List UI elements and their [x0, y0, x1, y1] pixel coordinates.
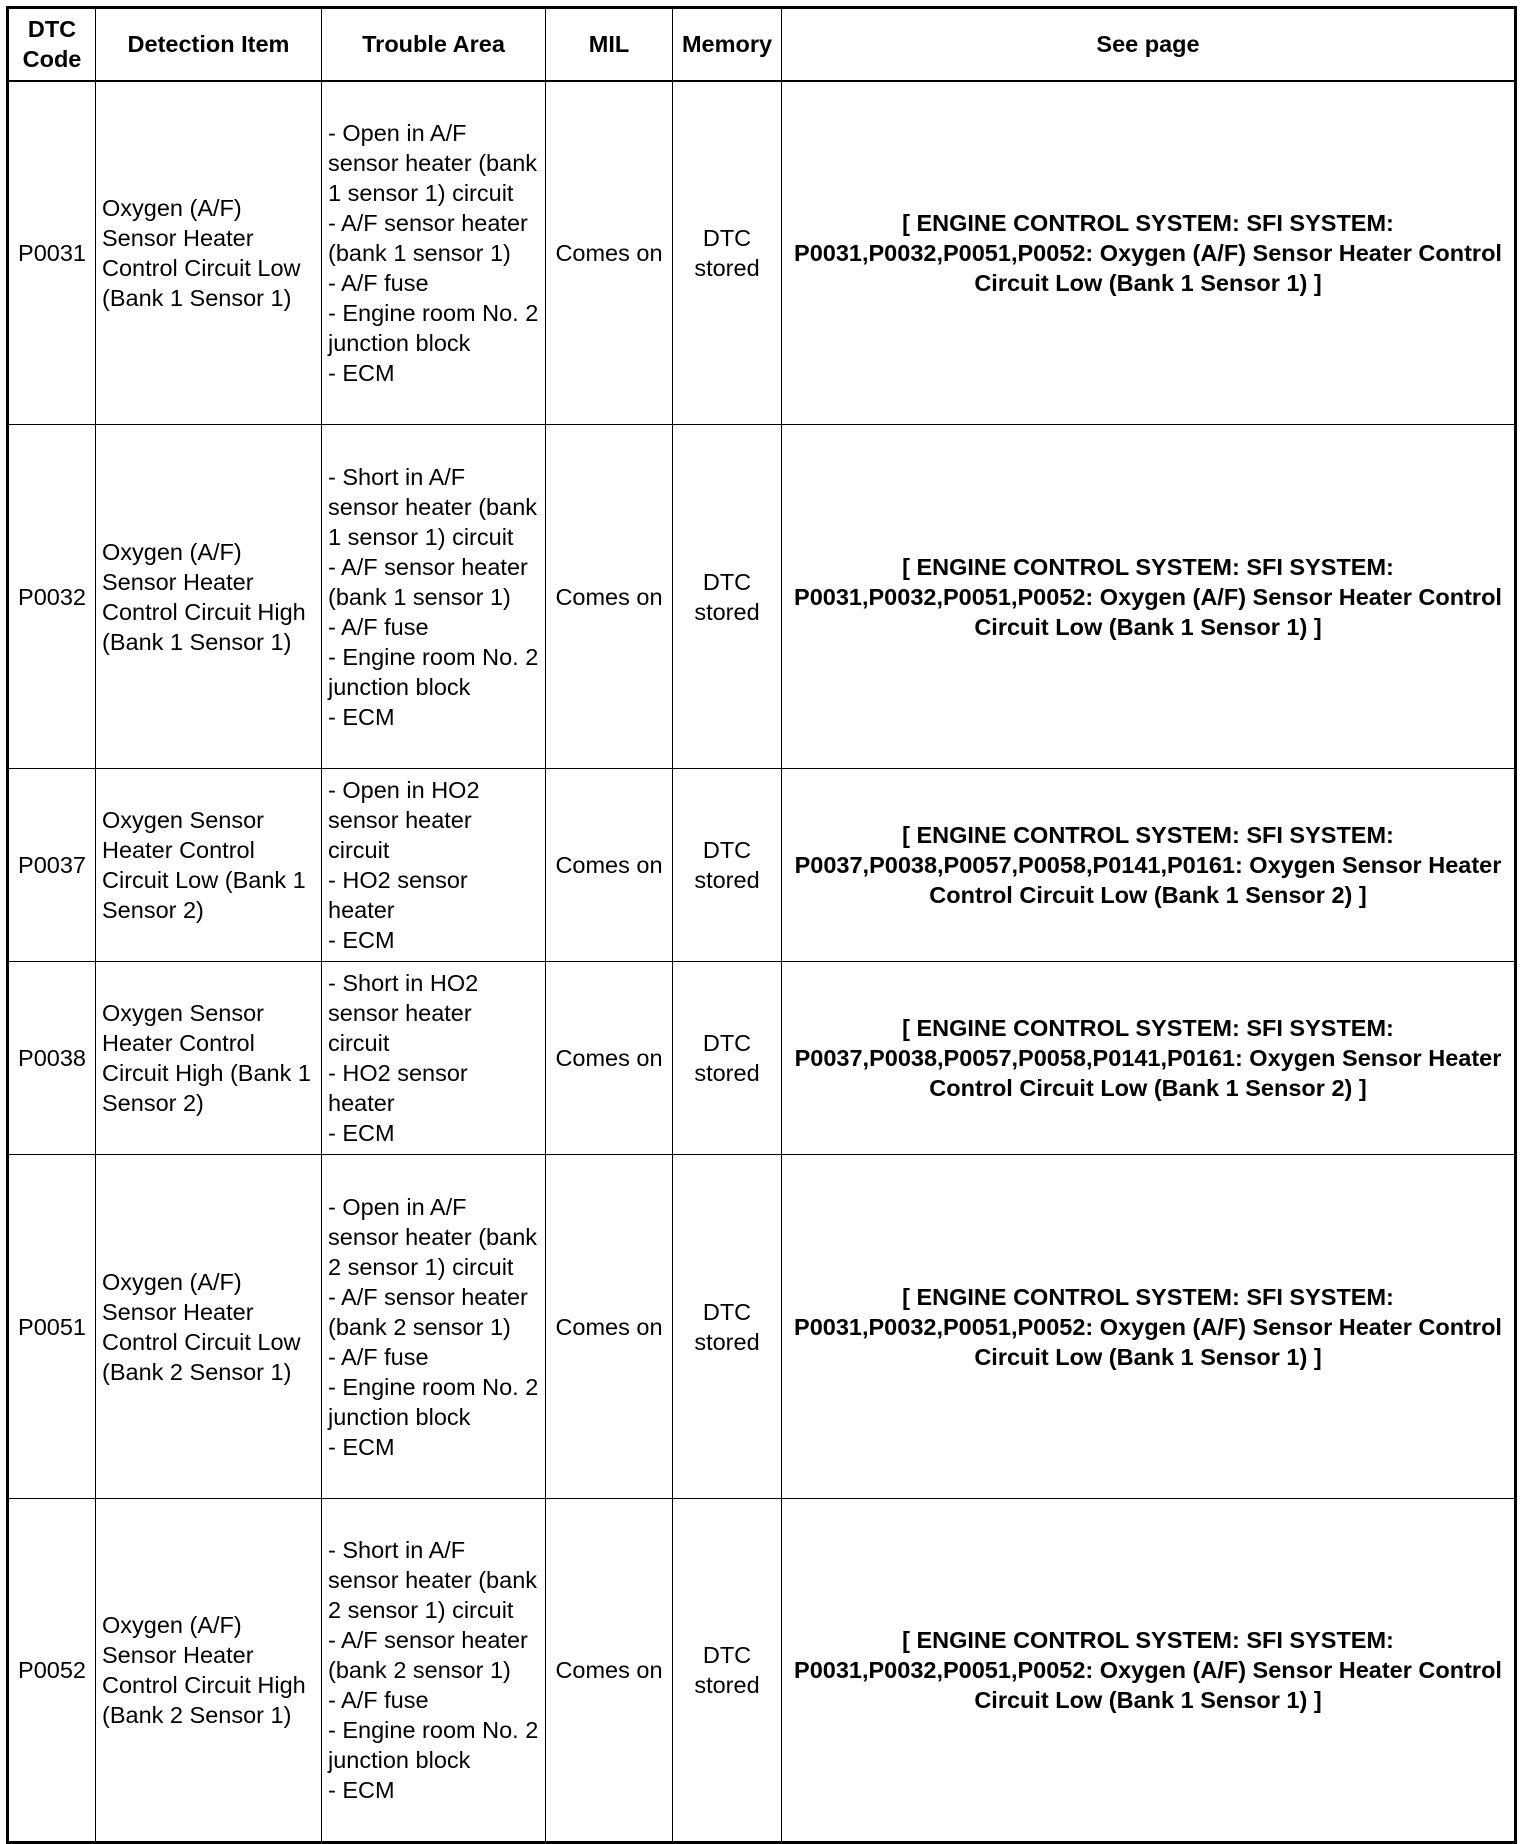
trouble-area-cell: [322, 425, 546, 769]
table-row: [8, 1155, 1516, 1499]
memory-cell: DTC stored: [673, 81, 782, 425]
trouble-area-line: - Open in A/F sensor heater (bank 2 sensor 1) circuit: [328, 1193, 538, 1280]
dtc-code-cell: P0038: [8, 962, 96, 1155]
dtc-code-cell: P0032: [8, 425, 96, 769]
detection-item-cell: Oxygen (A/F) Sensor Heater Control Circuit High (Bank 1 Sensor 1): [96, 425, 322, 769]
dtc-table: [6, 6, 1517, 1844]
trouble-area-cell: [322, 1499, 546, 1843]
trouble-area-cell: [322, 769, 546, 962]
see-page-cell: [ ENGINE CONTROL SYSTEM: SFI SYSTEM: P0031,P0032,P0051,P0052: Oxygen (A/F) Sensor Heater Control Circuit Low (Bank 1 Sensor 1) ]: [782, 1499, 1516, 1843]
trouble-area-line: - ECM: [328, 1120, 395, 1146]
mil-cell: Comes on: [546, 1499, 673, 1843]
trouble-area-cell: [322, 1155, 546, 1499]
trouble-area-line: - ECM: [328, 1777, 395, 1803]
trouble-area-line: - A/F fuse: [328, 1343, 429, 1370]
trouble-area-line: - ECM: [328, 703, 395, 730]
trouble-area-line: - Engine room No. 2 junction block: [328, 299, 539, 356]
mil-cell: Comes on: [546, 425, 673, 769]
trouble-area-line: - Short in HO2 sensor heater circuit: [328, 970, 479, 1056]
trouble-area-line: - A/F fuse: [328, 269, 429, 296]
memory-cell: DTC stored: [673, 769, 782, 962]
memory-cell: DTC stored: [673, 962, 782, 1155]
detection-item-cell: Oxygen (A/F) Sensor Heater Control Circuit High (Bank 2 Sensor 1): [96, 1499, 322, 1843]
trouble-area-line: - Engine room No. 2 junction block: [328, 643, 539, 700]
header-dtc-code: DTC Code: [8, 8, 96, 81]
table-header: [8, 8, 1516, 81]
trouble-area-line: - HO2 sensor heater: [328, 1060, 468, 1116]
dtc-code-cell: P0031: [8, 81, 96, 425]
trouble-area-line: - A/F sensor heater (bank 1 sensor 1): [328, 209, 528, 266]
detection-item-cell: Oxygen Sensor Heater Control Circuit Low (Bank 1 Sensor 2): [96, 769, 322, 962]
trouble-area-line: - Open in HO2 sensor heater circuit: [328, 777, 480, 863]
table-row: [8, 769, 1516, 962]
trouble-area-cell: [322, 81, 546, 425]
trouble-area-cell: [322, 962, 546, 1155]
header-detection-item: Detection Item: [96, 8, 322, 81]
dtc-code-cell: P0037: [8, 769, 96, 962]
trouble-area-line: - ECM: [328, 359, 395, 386]
memory-cell: DTC stored: [673, 425, 782, 769]
table-row: [8, 1499, 1516, 1843]
trouble-area-line: - A/F sensor heater (bank 2 sensor 1): [328, 1283, 528, 1340]
trouble-area-line: - Short in A/F sensor heater (bank 2 sensor 1) circuit: [328, 1537, 538, 1623]
header-memory: Memory: [673, 8, 782, 81]
memory-cell: DTC stored: [673, 1499, 782, 1843]
trouble-area-line: - Short in A/F sensor heater (bank 1 sensor 1) circuit: [328, 463, 538, 550]
trouble-area-line: - ECM: [328, 1433, 395, 1460]
table-row: [8, 425, 1516, 769]
header-see-page: See page: [782, 8, 1516, 81]
table-row: [8, 81, 1516, 425]
trouble-area-line: - A/F sensor heater (bank 2 sensor 1): [328, 1627, 528, 1683]
see-page-cell: [ ENGINE CONTROL SYSTEM: SFI SYSTEM: P0031,P0032,P0051,P0052: Oxygen (A/F) Sensor Heater Control Circuit Low (Bank 1 Sensor 1) ]: [782, 81, 1516, 425]
mil-cell: Comes on: [546, 769, 673, 962]
detection-item-cell: Oxygen (A/F) Sensor Heater Control Circuit Low (Bank 2 Sensor 1): [96, 1155, 322, 1499]
table-row: [8, 962, 1516, 1155]
dtc-code-cell: P0051: [8, 1155, 96, 1499]
memory-cell: DTC stored: [673, 1155, 782, 1499]
header-mil: MIL: [546, 8, 673, 81]
trouble-area-line: - Engine room No. 2 junction block: [328, 1717, 539, 1773]
trouble-area-line: - Engine room No. 2 junction block: [328, 1373, 539, 1430]
header-trouble-area: Trouble Area: [322, 8, 546, 81]
trouble-area-line: - ECM: [328, 927, 395, 953]
mil-cell: Comes on: [546, 962, 673, 1155]
see-page-cell: [ ENGINE CONTROL SYSTEM: SFI SYSTEM: P0037,P0038,P0057,P0058,P0141,P0161: Oxygen Sensor Heater Control Circuit Low (Bank 1 Sensor 2) ]: [782, 769, 1516, 962]
table-body: [8, 81, 1516, 1843]
trouble-area-line: - HO2 sensor heater: [328, 867, 468, 923]
mil-cell: Comes on: [546, 81, 673, 425]
header-row: [8, 8, 1516, 81]
mil-cell: Comes on: [546, 1155, 673, 1499]
trouble-area-line: - A/F sensor heater (bank 1 sensor 1): [328, 553, 528, 610]
detection-item-cell: Oxygen (A/F) Sensor Heater Control Circuit Low (Bank 1 Sensor 1): [96, 81, 322, 425]
see-page-cell: [ ENGINE CONTROL SYSTEM: SFI SYSTEM: P0031,P0032,P0051,P0052: Oxygen (A/F) Sensor Heater Control Circuit Low (Bank 1 Sensor 1) ]: [782, 425, 1516, 769]
see-page-cell: [ ENGINE CONTROL SYSTEM: SFI SYSTEM: P0031,P0032,P0051,P0052: Oxygen (A/F) Sensor Heater Control Circuit Low (Bank 1 Sensor 1) ]: [782, 1155, 1516, 1499]
see-page-cell: [ ENGINE CONTROL SYSTEM: SFI SYSTEM: P0037,P0038,P0057,P0058,P0141,P0161: Oxygen Sensor Heater Control Circuit Low (Bank 1 Sensor 2) ]: [782, 962, 1516, 1155]
detection-item-cell: Oxygen Sensor Heater Control Circuit High (Bank 1 Sensor 2): [96, 962, 322, 1155]
trouble-area-line: - Open in A/F sensor heater (bank 1 sensor 1) circuit: [328, 119, 538, 206]
dtc-code-cell: P0052: [8, 1499, 96, 1843]
trouble-area-line: - A/F fuse: [328, 1687, 429, 1713]
trouble-area-line: - A/F fuse: [328, 613, 429, 640]
